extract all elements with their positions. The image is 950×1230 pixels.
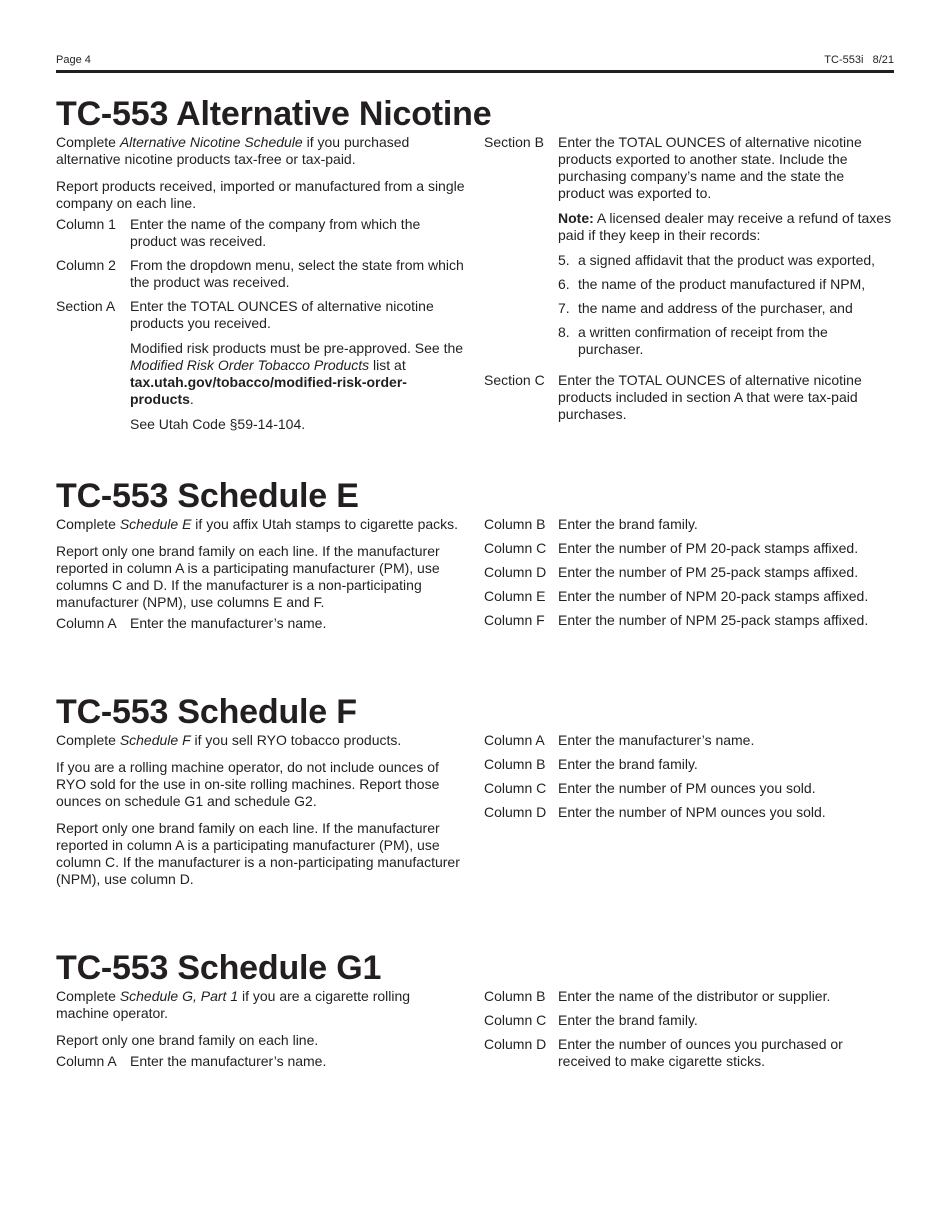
report-paragraph: Report only one brand family on each line. If the manufacturer reported in column A is a participating manufacturer (PM), use column C. If the manufacturer is a non-participating manufacturer (NPM), use column D. <box>56 820 460 887</box>
section-schedule-g1 <box>56 949 894 1069</box>
instruction-row <box>484 1036 894 1070</box>
column-label: Column B <box>484 516 546 532</box>
section-alternative-nicotine <box>56 95 894 432</box>
instruction-text: Enter the number of NPM 25-pack stamps affixed. <box>558 612 869 628</box>
right-column <box>484 516 894 636</box>
instruction-row <box>484 612 894 629</box>
report-paragraph: Report only one brand family on each line. <box>56 1032 319 1048</box>
instruction-row <box>484 756 894 773</box>
section-title: TC-553 Schedule E <box>56 477 359 515</box>
rolling-paragraph: If you are a rolling machine operator, do not include ounces of RYO sold for the use in on-site rolling machines. Report those ounces on schedule G1 and schedule G2. <box>56 759 440 809</box>
intro-paragraph: Complete Schedule G, Part 1 if you are a cigarette rolling machine operator. <box>56 988 411 1021</box>
column-label: Column C <box>484 1012 547 1028</box>
instruction-row: Section B Enter the TOTAL OUNCES of alternative nicotine products exported to another state. Include the purchasing company’s name and the state the product was exported to. Note: A licensed dealer may receive a refund of taxes paid if they keep in their records: 5. a signed affidavit that the product was exported, 6. the name of the product manufactured if NPM, 7. the name and address of the purchaser, and 8. a written confirmation of receipt from the purchaser. <box>484 134 894 365</box>
modified-risk-link[interactable]: tax.utah.gov/tobacco/modified-risk-order-products <box>130 374 407 407</box>
instruction-row <box>484 516 894 533</box>
instruction-text: Enter the manufacturer’s name. <box>558 732 755 748</box>
list-text: a signed affidavit that the product was exported, <box>578 252 876 268</box>
instruction-text: Enter the number of NPM ounces you sold. <box>558 804 826 820</box>
intro-paragraph: Complete Schedule F if you sell RYO tobacco products. <box>56 732 402 748</box>
left-column <box>56 516 466 639</box>
instruction-row <box>484 732 894 749</box>
report-paragraph: Report only one brand family on each line. If the manufacturer reported in column A is a participating manufacturer (PM), use columns C and D. If the manufacturer is a non-participating manufacturer (NPM), use columns E and F. <box>56 543 440 610</box>
instruction-text: Enter the name of the distributor or supplier. <box>558 988 831 1004</box>
instruction-row <box>484 988 894 1005</box>
section-schedule-f <box>56 693 894 887</box>
list-number: 7. <box>558 300 570 316</box>
instruction-text: Enter the brand family. <box>558 1012 698 1028</box>
column-label: Column C <box>484 540 547 556</box>
left-column <box>56 988 466 1077</box>
list-number: 5. <box>558 252 570 268</box>
instruction-row <box>484 540 894 557</box>
instruction-text: Enter the brand family. <box>558 516 698 532</box>
instruction-row: Section A Enter the TOTAL OUNCES of alternative nicotine products you received. Modified risk products must be pre-approved. See the Modified Risk Order Tobacco Products list at tax.utah.gov/tobacco/modified-risk-order-products. See Utah Code §59-14-104. <box>56 298 466 441</box>
right-column <box>484 988 894 1077</box>
instruction-row: Column A Enter the manufacturer’s name. <box>56 1053 327 1069</box>
header-rule <box>56 70 894 73</box>
instruction-row: Column 2 From the dropdown menu, select the state from which the product was received. <box>56 257 464 290</box>
list-item <box>558 252 894 269</box>
list-number: 6. <box>558 276 570 292</box>
section-title: TC-553 Schedule F <box>56 693 357 731</box>
column-label: Column C <box>484 780 547 796</box>
note-paragraph: Note: A licensed dealer may receive a refund of taxes paid if they keep in their records: <box>558 210 892 243</box>
column-label: Column A <box>484 732 545 748</box>
instruction-row <box>484 780 894 797</box>
column-label: Column D <box>484 804 547 820</box>
utah-code-ref: See Utah Code §59-14-104. <box>130 416 306 432</box>
instruction-text: Enter the number of NPM 20-pack stamps affixed. <box>558 588 869 604</box>
instruction-text: Enter the number of ounces you purchased or received to make cigarette sticks. <box>558 1036 843 1069</box>
document-page <box>56 0 894 1230</box>
list-item <box>558 276 894 293</box>
records-list <box>558 252 894 358</box>
instruction-row <box>484 804 894 821</box>
list-item <box>558 300 894 317</box>
instruction-text: Enter the number of PM 20-pack stamps affixed. <box>558 540 859 556</box>
modified-risk-note: Modified risk products must be pre-approved. See the Modified Risk Order Tobacco Products list at tax.utah.gov/tobacco/modified-risk-order-products. <box>130 340 464 407</box>
list-text: the name and address of the purchaser, and <box>578 300 853 316</box>
left-column <box>56 732 466 898</box>
column-label: Column B <box>484 756 546 772</box>
list-item <box>558 324 894 358</box>
instruction-row <box>484 1012 894 1029</box>
instruction-row <box>484 564 894 581</box>
list-number: 8. <box>558 324 570 340</box>
instruction-row: Column A Enter the manufacturer’s name. <box>56 615 327 631</box>
list-text: a written confirmation of receipt from the purchaser. <box>578 324 828 357</box>
instruction-text: Enter the number of PM 25-pack stamps affixed. <box>558 564 859 580</box>
instruction-row <box>484 588 894 605</box>
instruction-row: Column 1 Enter the name of the company from which the product was received. <box>56 216 421 249</box>
section-title: TC-553 Alternative Nicotine <box>56 95 492 133</box>
section-title: TC-553 Schedule G1 <box>56 949 382 987</box>
column-label: Column D <box>484 1036 547 1052</box>
right-column <box>484 732 894 828</box>
right-column <box>484 134 894 430</box>
column-label: Column E <box>484 588 546 604</box>
form-id: TC-553i 8/21 <box>824 54 894 66</box>
report-paragraph: Report products received, imported or manufactured from a single company on each line. <box>56 178 465 211</box>
list-text: the name of the product manufactured if NPM, <box>578 276 866 292</box>
intro-paragraph: Complete Alternative Nicotine Schedule if you purchased alternative nicotine products tax-free or tax-paid. <box>56 134 410 167</box>
instruction-row: Section C Enter the TOTAL OUNCES of alternative nicotine products included in section A that were tax-paid purchases. <box>484 372 862 422</box>
column-label: Column F <box>484 612 545 628</box>
column-label: Column B <box>484 988 546 1004</box>
page-number: Page 4 <box>56 54 91 66</box>
left-column <box>56 134 466 448</box>
section-schedule-e <box>56 477 894 631</box>
intro-paragraph: Complete Schedule E if you affix Utah stamps to cigarette packs. <box>56 516 459 532</box>
column-label: Column D <box>484 564 547 580</box>
instruction-text: Enter the brand family. <box>558 756 698 772</box>
instruction-text: Enter the number of PM ounces you sold. <box>558 780 816 796</box>
